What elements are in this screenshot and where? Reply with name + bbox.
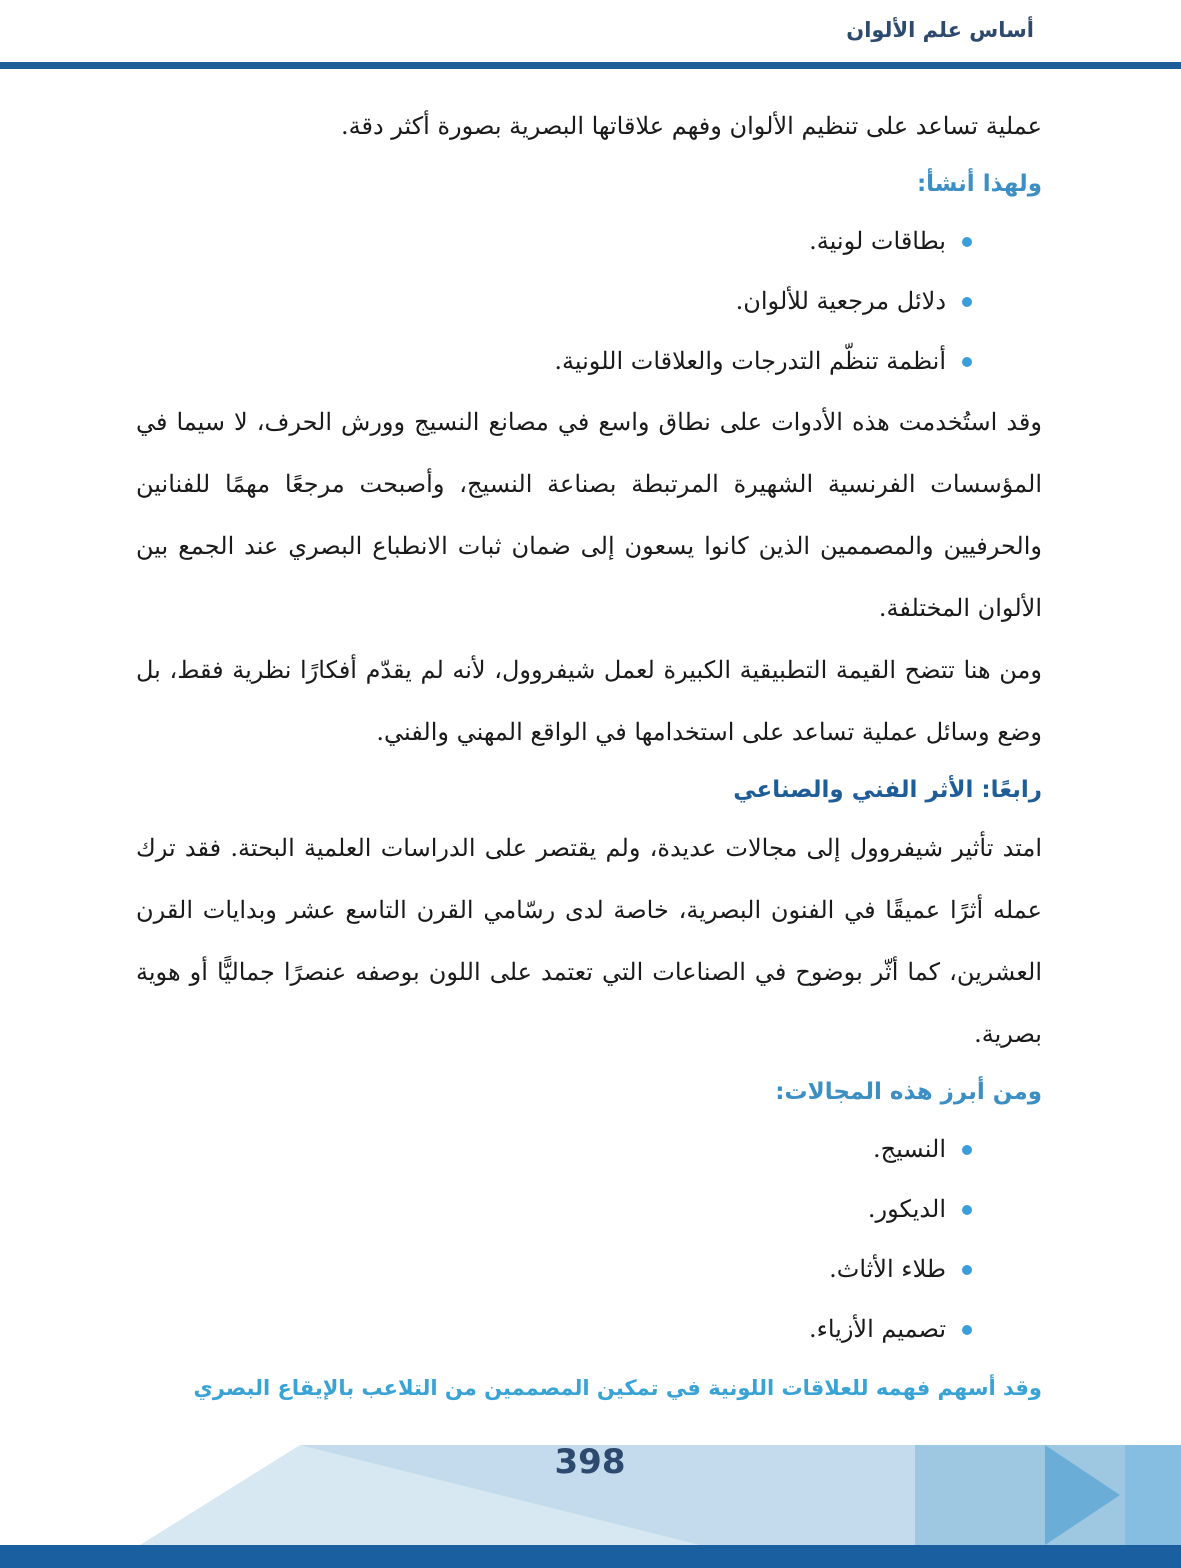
- list-item-text: تصميم الأزياء.: [808, 1315, 946, 1343]
- list-item-text: بطاقات لونية.: [809, 227, 946, 255]
- bullet-icon: [962, 357, 972, 367]
- paragraph-1: عملية تساعد على تنظيم الألوان وفهم علاقاتها البصرية بصورة أكثر دقة.: [340, 112, 1042, 140]
- fields-list: [136, 1119, 1042, 1359]
- list-item-text: دلائل مرجعية للألوان.: [735, 287, 946, 315]
- header-rule: [0, 62, 1181, 69]
- list-item-text: طلاء الأثاث.: [829, 1255, 946, 1283]
- list-item: [136, 331, 972, 391]
- bullet-icon: [962, 1265, 972, 1275]
- bullet-icon: [962, 237, 972, 247]
- page-number: 398: [554, 1442, 626, 1482]
- list-item-text: الديكور.: [867, 1195, 946, 1223]
- bullet-icon: [962, 1325, 972, 1335]
- subheading-fields: ومن أبرز هذه المجالات:: [775, 1079, 1042, 1105]
- paragraph-2: وقد استُخدمت هذه الأدوات على نطاق واسع في مصانع النسيج وورش الحرف، لا سيما في المؤسسات الفرنسية الشهيرة المرتبطة بصناعة النسيج، وأصبحت مرجعًا مهمًا للفنانين والحرفيين والمصممين الذين كانوا يسعون إلى ضمان ثبات الانطباع البصري عند الجمع بين الألوان المختلفة.: [136, 408, 1042, 622]
- list-item-text: أنظمة تنظّم التدرجات والعلاقات اللونية.: [554, 347, 946, 375]
- paragraph-3: ومن هنا تتضح القيمة التطبيقية الكبيرة لعمل شيفروول، لأنه لم يقدّم أفكارًا نظرية فقط، بل وضع وسائل عملية تساعد على استخدامها في الواقع المهني والفني.: [136, 656, 1042, 746]
- bullet-icon: [962, 297, 972, 307]
- tools-list: [136, 211, 1042, 391]
- bullet-icon: [962, 1205, 972, 1215]
- page-body: [136, 95, 1042, 1417]
- subheading-created: ولهذا أنشأ:: [916, 171, 1042, 197]
- list-item: [136, 1239, 972, 1299]
- running-header-title: أساس علم الألوان: [846, 18, 1034, 42]
- list-item: [136, 211, 972, 271]
- list-item: [136, 1119, 972, 1179]
- final-line: وقد أسهم فهمه للعلاقات اللونية في تمكين المصممين من التلاعب بالإيقاع البصري: [193, 1376, 1042, 1400]
- list-item: [136, 1179, 972, 1239]
- section-heading-4: رابعًا: الأثر الفني والصناعي: [733, 777, 1042, 803]
- list-item: [136, 1299, 972, 1359]
- paragraph-4: امتد تأثير شيفروول إلى مجالات عديدة، ولم يقتصر على الدراسات العلمية البحتة. فقد ترك عمله أثرًا عميقًا في الفنون البصرية، خاصة لدى رسّامي القرن التاسع عشر وبدايات القرن العشرين، كما أثّر بوضوح في الصناعات التي تعتمد على اللون بوصفه عنصرًا جماليًّا أو هوية بصرية.: [136, 834, 1042, 1048]
- list-item-text: النسيج.: [873, 1135, 946, 1163]
- bullet-icon: [962, 1145, 972, 1155]
- list-item: [136, 271, 972, 331]
